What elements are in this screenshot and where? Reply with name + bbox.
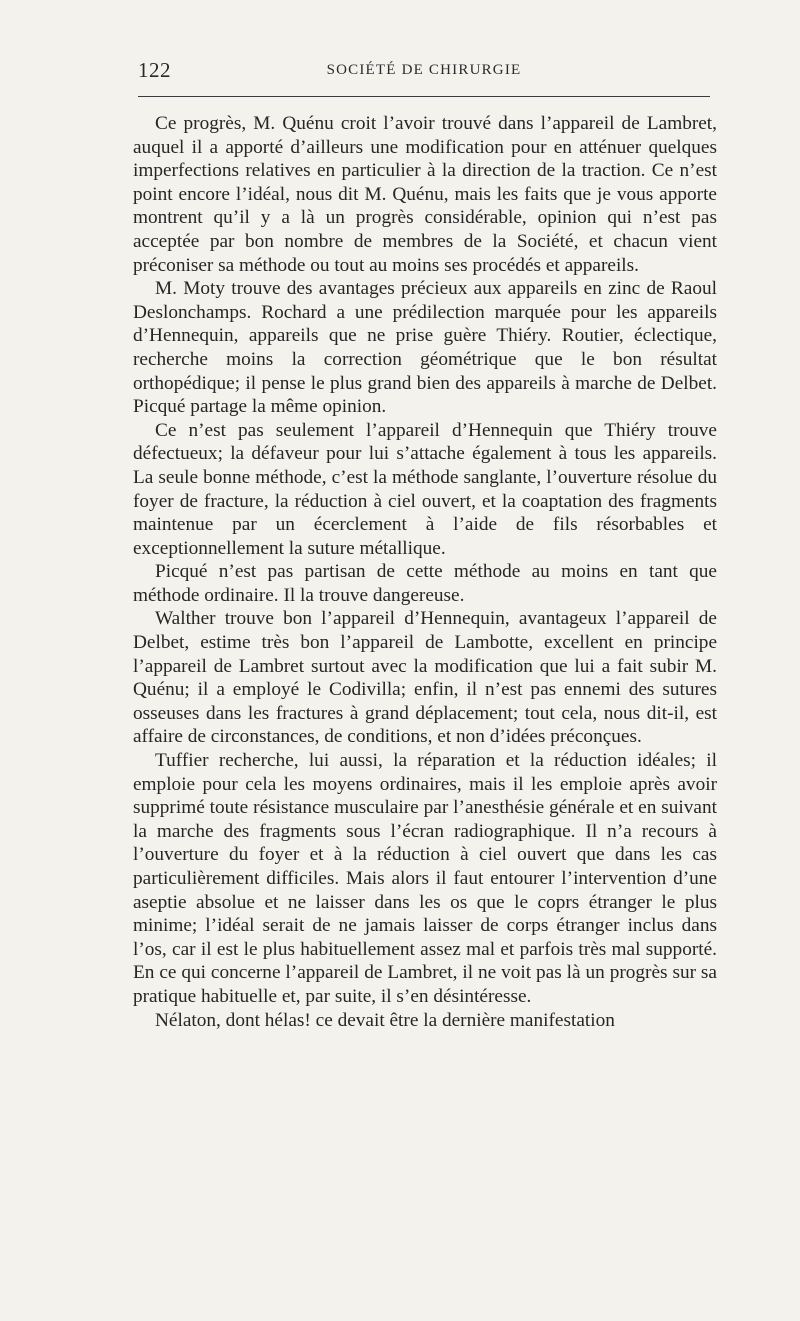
body-text [133,112,717,1032]
paragraph: Walther trouve bon l’appareil d’Hennequin, avantageux l’appareil de Delbet, estime très bon l’appareil de Lambotte, excellent en principe l’appareil de Lambret surtout avec la modification que lui a fait subir M. Quénu; il a employé le Codivilla; enfin, il n’est pas ennemi des sutures osseuses dans les fractures à grand déplacement; tout cela, nous dit-il, est affaire de circonstances, de conditions, et non d’idées préconçues. [133,608,717,748]
paragraph: Nélaton, dont hélas! ce devait être la dernière manifestation [155,1009,615,1031]
paragraph: Tuffier recherche, lui aussi, la réparation et la réduction idéales; il emploie pour cela les moyens ordinaires, mais il les emploie après avoir supprimé toute résistance musculaire par l’anesthésie générale et en suivant la marche des fragments sous l’écran radiographique. Il n’a recours à l’ouverture du foyer et à la réduction à ciel ouvert que dans les cas particulièrement difficiles. Mais alors il faut entourer l’intervention d’une aseptie absolue et ne laisser dans les os que le coprs étranger le plus minime; l’idéal serait de ne jamais laisser de corps étranger inclus dans l’os, car il est le plus habituellement assez mal et parfois très mal supporté. En ce qui concerne l’appareil de Lambret, il ne voit pas là un progrès sur sa pratique habituelle et, par suite, il s’en désintéresse. [133,750,717,1007]
header-rule [138,96,710,97]
running-title: SOCIÉTÉ DE CHIRURGIE [326,62,522,78]
page-header [138,58,710,86]
paragraph: M. Moty trouve des avantages précieux aux appareils en zinc de Raoul Deslonchamps. Rochard a une prédilection marquée pour les appareils d’Hennequin, appareils que ne prise guère Thiéry. Routier, éclectique, recherche moins la correction géométrique que le bon résultat orthopédique; il pense le plus grand bien des appareils à marche de Delbet. Picqué partage la même opinion. [133,278,717,418]
paragraph: Ce progrès, M. Quénu croit l’avoir trouvé dans l’appareil de Lambret, auquel il a apporté d’ailleurs une modification pour en atténuer quelques imperfections relatives en particulier à la direction de la traction. Ce n’est point encore l’idéal, nous dit M. Quénu, mais les faits que je vous apporte montrent qu’il y a là un progrès considérable, opinion qui n’est pas acceptée par bon nombre de membres de la Société, et chacun vient préconiser sa méthode ou tout au moins ses procédés et appareils. [133,113,717,276]
page-number: 122 [138,58,171,82]
paragraph: Ce n’est pas seulement l’appareil d’Hennequin que Thiéry trouve défectueux; la défaveur pour lui s’attache également à tous les appareils. La seule bonne méthode, c’est la méthode sanglante, l’ouverture résolue du foyer de fracture, la réduction à ciel ouvert, et la coaptation des fragments maintenue par un écerclement à l’aide de fils résorbables et exceptionnellement la suture métallique. [133,419,717,559]
paragraph: Picqué n’est pas partisan de cette méthode au moins en tant que méthode ordinaire. Il la trouve dangereuse. [133,561,717,606]
